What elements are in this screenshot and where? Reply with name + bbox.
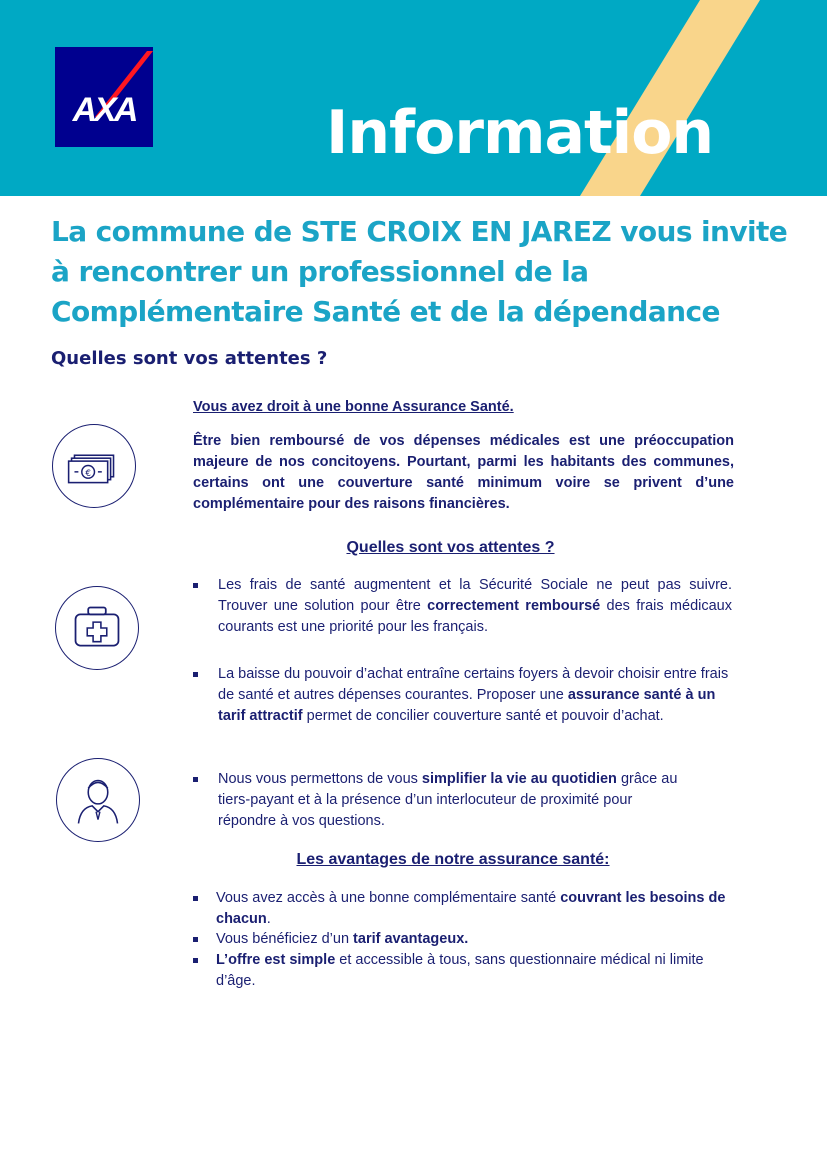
bullet-icon xyxy=(193,937,198,942)
advisor-icon xyxy=(56,758,140,842)
bullet-icon xyxy=(193,583,198,588)
expectations-heading: Quelles sont vos attentes ? xyxy=(346,539,555,556)
header-band xyxy=(0,0,827,196)
bullet-icon xyxy=(193,777,198,782)
svg-text:€: € xyxy=(85,468,91,479)
list-item xyxy=(193,950,738,994)
bullet-icon xyxy=(193,896,198,901)
advantages-heading: Les avantages de notre assurance santé: xyxy=(296,851,610,868)
logo-text: AXA xyxy=(72,91,136,129)
bullet-icon xyxy=(193,672,198,677)
section-heading-text: Vous avez droit à une bonne Assurance Santé. xyxy=(193,399,514,415)
list-item xyxy=(193,769,693,835)
list-item-text: Vous avez accès à une bonne complémentaire santé couvrant les besoins de chacun. xyxy=(216,890,726,927)
list-item-text: Vous bénéficiez d’un tarif avantageux. xyxy=(216,931,469,947)
list-item-text: Nous vous permettons de vous simplifier la vie au quotidien grâce au tiers-payant et à la présence d’un interlocuteur de proximité pour répondre à vos questions. xyxy=(218,771,678,829)
headline-line: La commune de STE CROIX EN JAREZ vous invite xyxy=(51,215,788,248)
headline-line: à rencontrer un professionnel de la xyxy=(51,255,589,288)
page-title: Information xyxy=(326,98,714,168)
list-item xyxy=(193,664,738,730)
list-item xyxy=(193,888,738,932)
list-item xyxy=(193,929,738,951)
list-item xyxy=(193,575,733,641)
intro-paragraph: Être bien remboursé de vos dépenses médicales est une préoccupation majeure de nos concitoyens. Pourtant, parmi les habitants des communes, certains ont une couverture santé minimum voire se privent d’une complémentaire pour des raisons financières. xyxy=(193,433,734,512)
list-item-text: La baisse du pouvoir d’achat entraîne certains foyers à devoir choisir entre frais de santé et autres dépenses courantes. Proposer une assurance santé à un tarif attractif permet de concilier couverture santé et pouvoir d’achat. xyxy=(218,666,729,724)
headline-line: Complémentaire Santé et de la dépendance xyxy=(51,295,720,328)
subheading: Quelles sont vos attentes ? xyxy=(51,348,328,369)
bullet-icon xyxy=(193,958,198,963)
axa-logo xyxy=(55,47,153,147)
money-icon xyxy=(52,424,136,508)
list-item-text: Les frais de santé augmentent et la Sécurité Sociale ne peut pas suivre. Trouver une solution pour être correctement remboursé des frais médicaux courants est une priorité pour les français. xyxy=(218,577,732,635)
headline xyxy=(51,212,791,332)
section-heading xyxy=(193,397,514,418)
medical-kit-icon xyxy=(55,586,139,670)
list-item-text: L’offre est simple et accessible à tous, sans questionnaire médical ni limite d’âge. xyxy=(216,952,704,989)
